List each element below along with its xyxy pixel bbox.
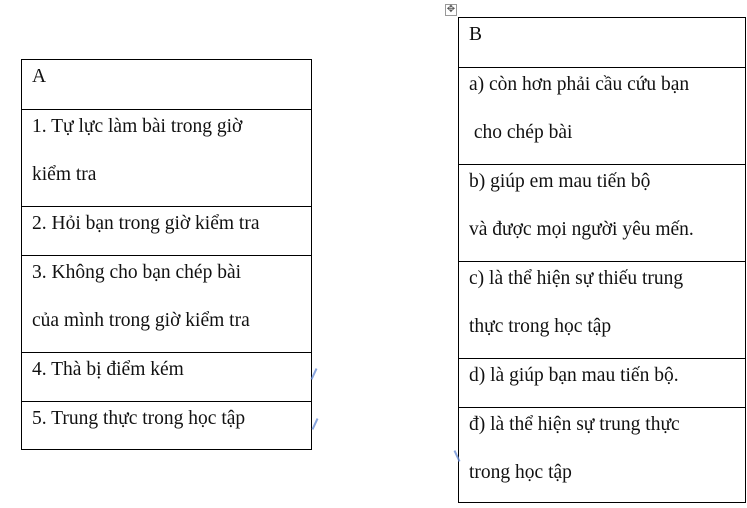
table-b-row-b — [459, 164, 745, 261]
table-a-row-2 — [22, 206, 311, 255]
row-text: và được mọi người yêu mến. — [469, 219, 694, 240]
row-text: cho chép bài — [469, 122, 573, 143]
row-text: 5. Trung thực trong học tập — [32, 408, 246, 429]
row-text: d) là giúp bạn mau tiến bộ. — [469, 365, 679, 386]
table-move-handle-icon[interactable]: ✥ — [446, 4, 456, 15]
row-text: thực trong học tập — [469, 316, 612, 337]
row-text: a) còn hơn phải cầu cứu bạn — [469, 74, 690, 95]
row-text: c) là thể hiện sự thiếu trung — [469, 268, 684, 289]
table-a-row-4 — [22, 352, 311, 401]
row-text: đ) là thể hiện sự trung thực — [469, 414, 680, 435]
table-column-b — [458, 17, 746, 503]
table-b-header — [459, 18, 745, 67]
table-b-row-a — [459, 67, 745, 164]
row-text: 4. Thà bị điểm kém — [32, 359, 184, 380]
table-b-row-d — [459, 358, 745, 407]
table-a-row-3 — [22, 255, 311, 352]
table-a-header — [22, 60, 311, 109]
table-b-row-dd — [459, 407, 745, 503]
table-b-row-c — [459, 261, 745, 358]
row-text: 1. Tự lực làm bài trong giờ — [32, 116, 243, 137]
row-text: b) giúp em mau tiến bộ — [469, 171, 651, 192]
row-text: của mình trong giờ kiểm tra — [32, 310, 250, 331]
header-text: B — [469, 24, 483, 45]
row-text: 2. Hỏi bạn trong giờ kiểm tra — [32, 213, 260, 234]
row-text: trong học tập — [469, 462, 572, 483]
table-a-row-1 — [22, 109, 311, 206]
row-text: 3. Không cho bạn chép bài — [32, 262, 242, 283]
row-text: kiểm tra — [32, 164, 97, 185]
table-column-a — [21, 59, 312, 450]
header-text: A — [32, 66, 47, 87]
ink-mark — [312, 418, 319, 430]
table-a-row-5 — [22, 401, 311, 450]
